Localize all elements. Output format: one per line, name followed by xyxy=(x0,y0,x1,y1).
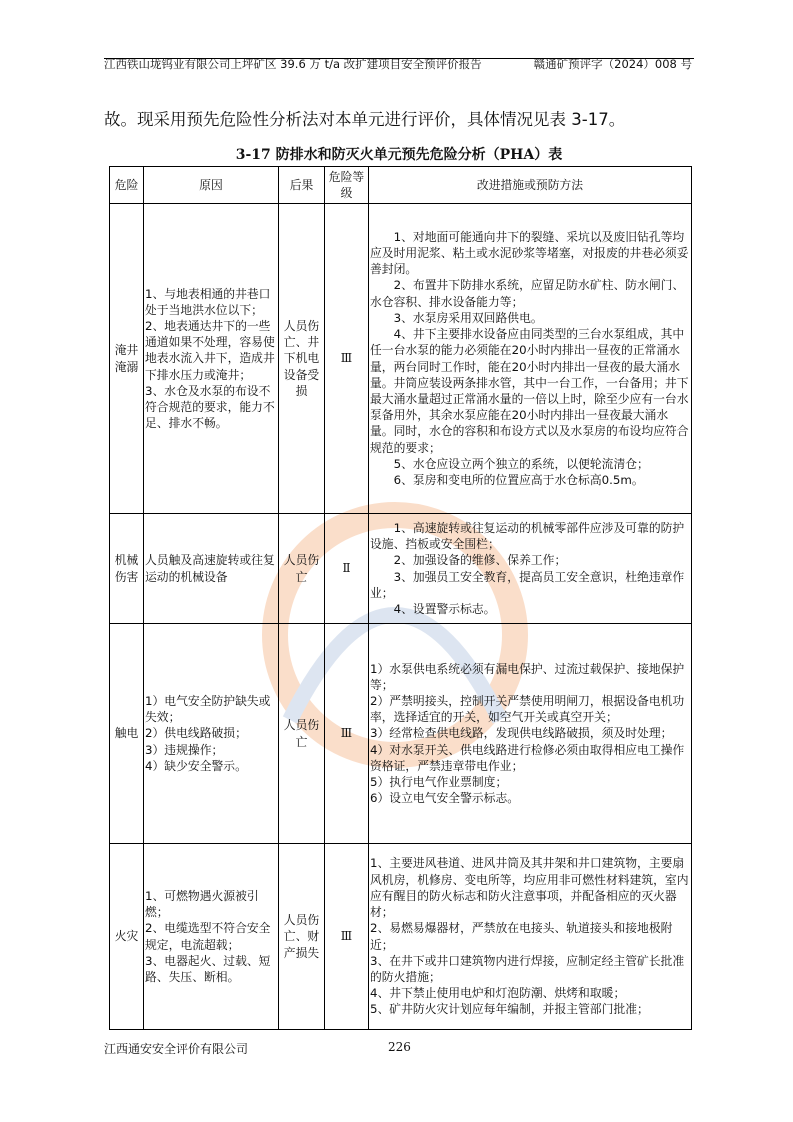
measure-item: 5、水仓应设立两个独立的系统，以便轮流清仓； xyxy=(393,456,649,471)
header-report-title: 江西铁山垅钨业有限公司上坪矿区 39.6 万 t/a 改扩建项目安全预评价报告 xyxy=(104,57,482,71)
footer-company: 江西通安安全评价有限公司 xyxy=(104,1042,249,1056)
measures-cell xyxy=(369,844,692,1030)
col-header-measures: 改进措施或预防方法 xyxy=(369,167,692,204)
measure-item: 3）经常检查供电线路，发现供电线路破损，须及时处理； xyxy=(370,726,673,741)
consequence-cell: 人员伤亡、井下机电设备受损 xyxy=(279,204,325,514)
hazard-cell: 触电 xyxy=(110,624,144,844)
measure-item: 4）对水泵开关、供电线路进行检修必须由取得相应电工操作资格证，严禁违章带电作业； xyxy=(370,742,685,773)
col-header-consequence: 后果 xyxy=(279,167,325,204)
measure-item: 1、高速旋转或往复运动的机械零部件应涉及可靠的防护设施、挡板或安全围栏； xyxy=(370,520,685,552)
measure-item: 6、泵房和变电所的位置应高于水仓标高0.5m。 xyxy=(393,472,644,487)
level-cell: Ⅲ xyxy=(325,844,369,1030)
col-header-cause: 原因 xyxy=(144,167,279,204)
table-row xyxy=(110,624,692,844)
level-cell: Ⅲ xyxy=(325,624,369,844)
hazard-cell: 淹井淹溺 xyxy=(110,204,144,514)
table-header-row xyxy=(110,167,692,204)
measures-cell xyxy=(369,514,692,624)
hazard-cell: 火灾 xyxy=(110,844,144,1030)
table-row xyxy=(110,514,692,624)
consequence-cell: 人员伤亡 xyxy=(279,514,325,624)
level-cell: Ⅱ xyxy=(325,514,369,624)
measure-item: 2、加强设备的维修、保养工作； xyxy=(393,553,567,568)
table-row xyxy=(110,844,692,1030)
level-cell: Ⅲ xyxy=(325,204,369,514)
measure-item: 1、对地面可能通向井下的裂缝、采坑以及废旧钻孔等均应及时用泥浆、粘土或水泥砂浆等堵塞，对报废的井巷必须妥善封闭。 xyxy=(370,229,689,277)
measures-cell xyxy=(369,624,692,844)
hazard-cell: 机械伤害 xyxy=(110,514,144,624)
measure-item: 6）设立电气安全警示标志。 xyxy=(370,791,520,806)
cause-cell: 人员触及高速旋转或往复运动的机械设备 xyxy=(144,514,279,624)
measure-item: 2）严禁明接头，控制开关严禁使用明闸刀，根据设备电机功率，选择适宜的开关，如空气开关或真空开关； xyxy=(370,693,685,725)
page-number: 226 xyxy=(388,1040,411,1054)
col-header-level: 危险等级 xyxy=(325,167,369,204)
cause-cell: 1）电气安全防护缺失或失效； 2）供电线路破损； 3）违规操作； 4）缺少安全警示。 xyxy=(144,624,279,844)
measure-item: 1、主要进风巷道、进风井筒及其井架和井口建筑物，主要扇风机房，机修房、变电所等，均应用非可燃性材料建筑，室内应有醒目的防火标志和防火注意事项，并配备相应的灭火器材； xyxy=(370,856,689,920)
cause-cell: 1、可燃物遇火源被引燃； 2、电缆选型不符合安全规定，电流超载； 3、电器起火、过载、短路、失压、断相。 xyxy=(144,844,279,1030)
measure-item: 4、井下主要排水设备应由同类型的三台水泵组成，其中任一台水泵的能力必须能在20小时内排出一昼夜的正常涌水量，两台同时工作时，能在20小时内排出一昼夜的最大涌水量。井筒应装设两条排水管，其中一台工作，一台备用；井下最大涌水量超过正常涌水量的一倍以上时，除至少应有一台水泵备用外，其余水泵应能在20小时内排出一昼夜最大涌水量。同时，水仓的容积和布设方式以及水泵房的布设均应符合规范的要求； xyxy=(370,327,689,455)
col-header-hazard: 危险 xyxy=(110,167,144,204)
page-header xyxy=(104,56,694,71)
measure-item: 3、加强员工安全教育，提高员工安全意识，杜绝违章作业； xyxy=(370,569,685,600)
consequence-cell: 人员伤亡 xyxy=(279,624,325,844)
pha-table xyxy=(109,166,692,1030)
measure-item: 5）执行电气作业票制度； xyxy=(370,775,508,789)
consequence-cell: 人员伤亡、财产损失 xyxy=(279,844,325,1030)
cause-cell: 1、与地表相通的井巷口处于当地洪水位以下； 2、地表通达井下的一些通道如果不处理，容易使地表水流入井下，造成井下排水压力或淹井； 3、水仓及水泵的布设不符合规范的要求，能力不足、排水不畅。 xyxy=(144,204,279,514)
measures-cell xyxy=(369,204,692,514)
table-caption: 3-17 防排水和防灭火单元预先危险分析（PHA）表 xyxy=(235,147,563,163)
measure-item: 4、设置警示标志。 xyxy=(393,601,496,616)
intro-paragraph: 故。现采用预先危险性分析法对本单元进行评价，具体情况见表 3-17。 xyxy=(104,110,626,129)
measure-item: 5、矿井防火灾计划应每年编制，并报主管部门批准； xyxy=(370,1002,649,1017)
measure-item: 1）水泵供电系统必须有漏电保护、过流过载保护、接地保护等； xyxy=(370,661,685,692)
measure-item: 2、易燃易爆器材，严禁放在电接头、轨道接头和接地极附近； xyxy=(370,921,673,952)
table-row xyxy=(110,204,692,514)
measure-item: 3、水泵房采用双回路供电。 xyxy=(393,310,543,325)
header-report-number: 赣通矿预评字（2024）008 号 xyxy=(533,57,692,71)
measure-item: 2、布置井下防排水系统，应留足防水矿柱、防水闸门、水仓容积、排水设备能力等； xyxy=(370,278,685,309)
measure-item: 4、井下禁止使用电炉和灯泡防潮、烘烤和取暖； xyxy=(370,986,626,1001)
measure-item: 3、在井下或井口建筑物内进行焊接，应制定经主管矿长批准的防火措施； xyxy=(370,953,685,984)
